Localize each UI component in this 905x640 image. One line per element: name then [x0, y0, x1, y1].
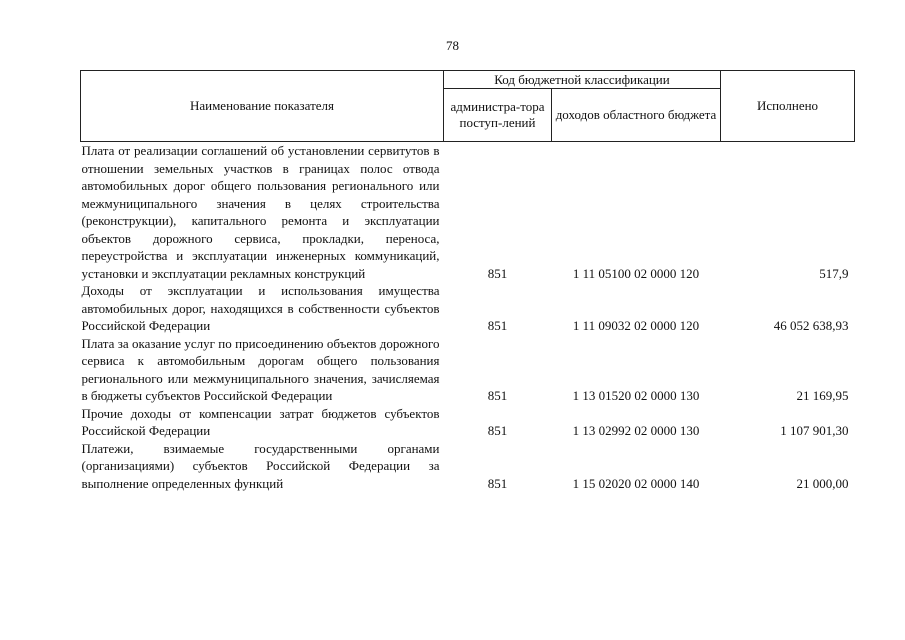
- row-name: Доходы от эксплуатации и использования имущества автомобильных дорог, находящихся в собственности субъектов Российской Федерации: [81, 283, 440, 333]
- table-row: [81, 335, 855, 405]
- budget-table: [80, 70, 855, 492]
- row-name: Прочие доходы от компенсации затрат бюджетов субъектов Российской Федерации: [81, 405, 440, 438]
- table-row: [81, 282, 855, 335]
- header-name: Наименование показателя: [81, 71, 444, 142]
- header-admin: администра-тора поступ-лений: [444, 89, 552, 142]
- row-income-code: 1 13 02992 02 0000 130: [572, 423, 700, 438]
- header-executed: Исполнено: [721, 71, 855, 142]
- row-executed: 21 000,00: [796, 475, 849, 491]
- row-admin-code: 851: [487, 318, 508, 333]
- table-row: [81, 142, 855, 283]
- table-row: [81, 440, 855, 493]
- row-admin-code: 851: [487, 423, 508, 438]
- row-income-code: 1 15 02020 02 0000 140: [572, 475, 700, 491]
- row-admin-code: 851: [487, 388, 508, 403]
- row-income-code: 1 11 05100 02 0000 120: [572, 265, 700, 281]
- row-income-code: 1 13 01520 02 0000 130: [572, 388, 700, 403]
- row-admin-code: 851: [487, 265, 508, 281]
- row-executed: 517,9: [819, 265, 849, 281]
- row-income-code: 1 11 09032 02 0000 120: [572, 318, 700, 333]
- row-name: Плата от реализации соглашений об установлении сервитутов в отношении земельных участков в границах полос отвода автомобильных дорог общего пользования регионального или межмуниципального значения в целях строительства (реконструкции), капитального ремонта и эксплуатации объектов дорожного сервиса, прокладки, переноса, переустройства и эксплуатации инженерных коммуникаций, установки и эксплуатации рекламных конструкций: [81, 143, 440, 281]
- header-row-top: [81, 71, 855, 89]
- row-executed: 1 107 901,30: [780, 423, 849, 438]
- header-income: доходов областного бюджета: [552, 89, 721, 142]
- row-executed: 21 169,95: [796, 388, 849, 403]
- row-name: Платежи, взимаемые государственными органами (организациями) субъектов Российской Федерации за выполнение определенных функций: [81, 440, 440, 491]
- table-header: [81, 71, 855, 142]
- table-row: [81, 405, 855, 440]
- page-number: 78: [446, 38, 459, 53]
- row-admin-code: 851: [487, 475, 508, 491]
- table-body: [81, 142, 855, 493]
- header-code-group: Код бюджетной классификации: [444, 71, 721, 89]
- row-name: Плата за оказание услуг по присоединению объектов дорожного сервиса к автомобильным дорогам общего пользования регионального или межмуниципального значения, зачисляемая в бюджеты субъектов Российской Федерации: [81, 335, 440, 403]
- row-executed: 46 052 638,93: [773, 318, 849, 333]
